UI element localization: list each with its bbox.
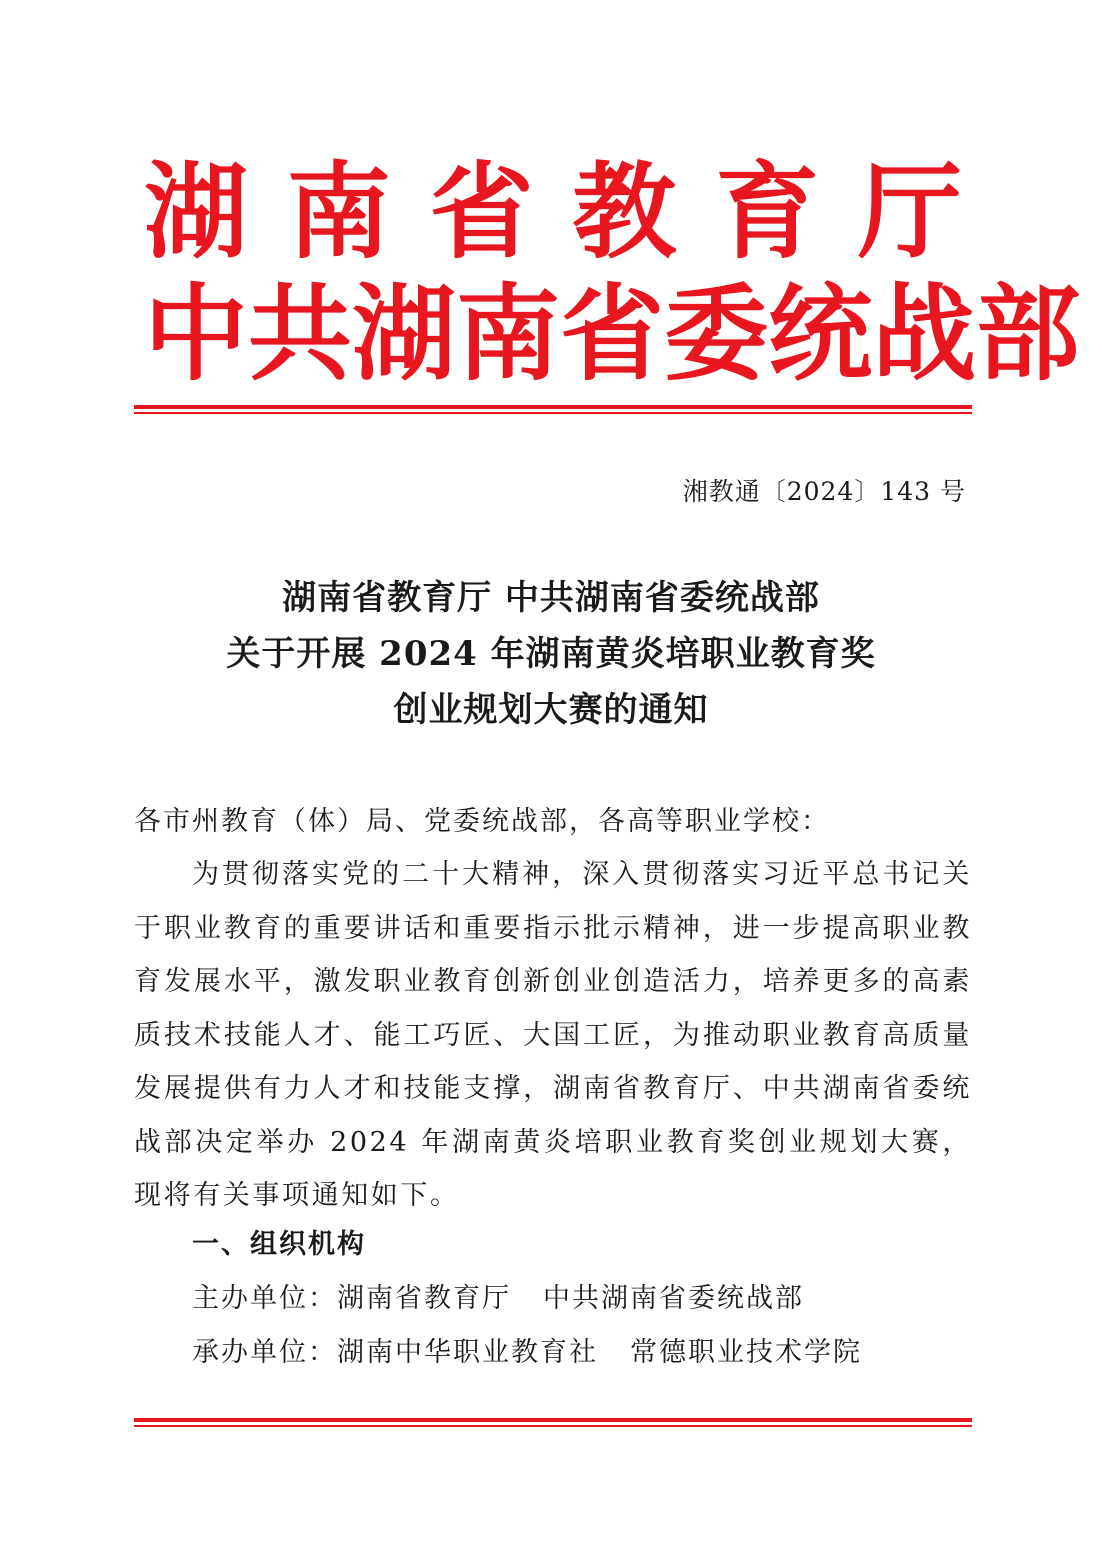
section-heading: 一、组织机构 [192,1229,366,1260]
organizer-unit-1: 湖南中华职业教育社 [337,1337,598,1368]
letterhead-char: 省 [429,150,534,273]
letterhead-char: 战 [872,272,977,395]
host-label: 主办单位： [192,1283,337,1314]
letterhead-char: 湖 [352,272,457,395]
title-line-1: 湖南省教育厅 中共湖南省委统战部 [282,578,820,618]
document-number: 湘教通〔2024〕143 号 [682,477,966,506]
body-paragraph: 为贯彻落实党的二十大精神，深入贯彻落实习近平总书记关于职业教育的重要讲话和重要指示批示精神，进一步提高职业教育发展水平，激发职业教育创新创业创造活力，培养更多的高素质技术技能人才、能工巧匠、大国工匠，为推动职业教育高质量发展提供有力人才和技能支撑，湖南省教育厅、中共湖南省委统战部决定举办 2024 年湖南黄炎培职业教育奖创业规划大赛，现将有关事项通知如下。 [134,859,972,1211]
letterhead-line-2 [0,272,1102,395]
footer-rule-thin [134,1425,972,1427]
document-title [0,570,1102,738]
letterhead-char: 南 [286,150,391,273]
letterhead-char: 共 [248,272,353,395]
letterhead-char: 育 [715,150,820,273]
title-line-3: 创业规划大赛的通知 [393,690,709,730]
footer-rule-thick [134,1418,972,1422]
letterhead-char: 委 [664,272,769,395]
salutation: 各市州教育（体）局、党委统战部，各高等职业学校： [134,806,830,837]
organizer-label: 承办单位： [192,1337,337,1368]
letterhead-char: 省 [560,272,665,395]
letterhead-char: 统 [768,272,873,395]
letterhead-char: 中 [144,272,249,395]
letterhead-char: 湖 [144,150,249,273]
organizer-units-line [192,1330,862,1369]
letterhead-char: 南 [456,272,561,395]
letterhead-char: 教 [572,150,677,273]
host-units-line [192,1276,804,1315]
letterhead-line-1 [0,150,1102,273]
host-unit-2: 中共湖南省委统战部 [543,1283,804,1314]
organizer-unit-2: 常德职业技术学院 [630,1337,862,1368]
letterhead-char: 厅 [857,150,962,273]
title-line-2: 关于开展 2024 年湖南黄炎培职业教育奖 [226,634,876,674]
letterhead-char: 部 [976,272,1081,395]
host-unit-1: 湖南省教育厅 [337,1283,511,1314]
letterhead-rule-thick [134,405,972,409]
letterhead-rule-thin [134,412,972,414]
